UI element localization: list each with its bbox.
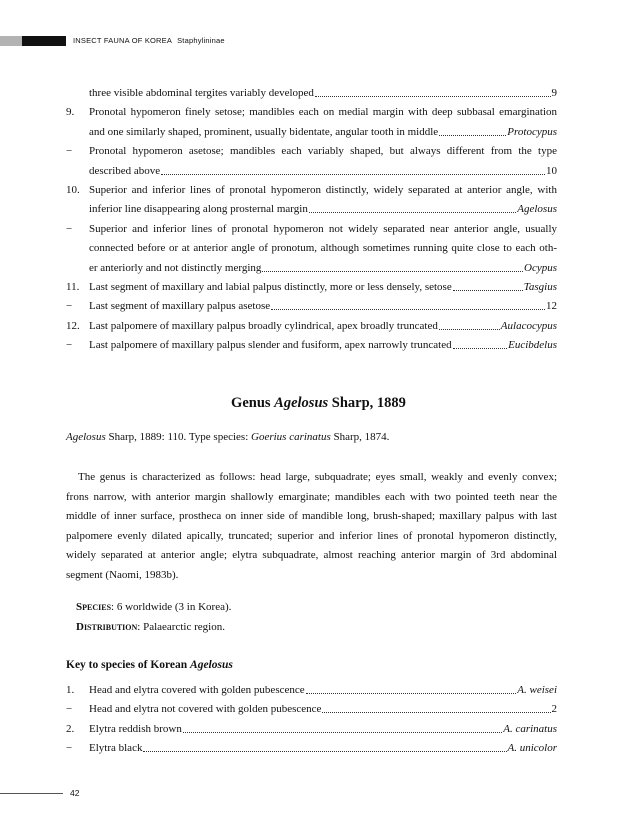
couplet-number: 1. <box>66 684 75 696</box>
couplet-number <box>66 86 89 101</box>
species-count: Species: 6 worldwide (3 in Korea). <box>76 601 232 613</box>
genus-description <box>66 468 557 585</box>
key-couplet-line <box>66 125 557 140</box>
key-couplet-line <box>66 144 557 159</box>
header-black-bar <box>22 36 66 46</box>
key-couplet-line <box>66 299 557 314</box>
key-couplet-line <box>66 261 557 276</box>
dot-leader <box>453 338 508 349</box>
description-line: segment (Naomi, 1983b). <box>66 568 179 581</box>
couplet-text: Superior and inferior lines of pronotal hypomeron distinctly, widely separated at anterior angle, with <box>89 184 557 196</box>
couplet-number: − <box>66 703 73 716</box>
dot-leader <box>183 722 502 733</box>
series-title: INSECT FAUNA OF KOREA <box>73 36 173 45</box>
couplet-result: A. carinatus <box>503 722 557 735</box>
couplet-text: Elytra black <box>89 741 143 754</box>
couplet-result: 10 <box>546 164 557 177</box>
key-couplet-line <box>66 722 557 737</box>
key-couplet-line <box>66 741 557 756</box>
description-line: frons narrow, with anterior margin shallowly emarginate; mandibles each with two pointed teeth near the <box>66 490 557 503</box>
description-line: widely separated at anterior angle; elytra subquadrate, almost reaching anterior margin of 3rd abdominal <box>66 549 557 561</box>
key-couplet-line <box>66 164 557 179</box>
genus-heading: Genus Agelosus Sharp, 1889 <box>231 395 406 411</box>
couplet-result: A. unicolor <box>507 741 557 754</box>
couplet-result: Tasgius <box>523 281 557 293</box>
couplet-result: Protocypus <box>507 125 557 138</box>
key-couplet-line <box>66 241 557 256</box>
running-header <box>73 36 225 46</box>
key-couplet-line <box>66 702 557 717</box>
couplet-number: 2. <box>66 722 75 735</box>
couplet-number: − <box>66 339 73 352</box>
key-couplet-line <box>66 222 557 237</box>
dot-leader <box>271 299 545 310</box>
couplet-text: connected before or at anterior angle of pronotum, although sometimes running quite close to each oth- <box>89 242 557 255</box>
couplet-text: er anteriorly and not distinctly merging <box>89 261 262 274</box>
distribution: Distribution: Palaearctic region. <box>76 621 225 633</box>
couplet-number: 11. <box>66 281 80 293</box>
couplet-text: described above <box>89 164 161 177</box>
dot-leader <box>439 125 506 136</box>
couplet-number: 12. <box>66 319 80 332</box>
couplet-number <box>66 164 89 179</box>
description-line: middle of inner surface, prostheca on inner side of mandible long, brush-shaped; maxillary palpus with last <box>66 510 557 522</box>
key-couplet-line <box>66 86 557 101</box>
couplet-result: Ocypus <box>524 261 557 274</box>
couplet-number: 10. <box>66 184 80 196</box>
couplet-text: Superior and inferior lines of pronotal hypomeron not widely separated near anterior angle, usually <box>89 222 557 235</box>
key-couplet-line <box>66 683 557 698</box>
dot-leader <box>262 261 523 272</box>
species-key-heading: Key to species of Korean Agelosus <box>66 659 233 671</box>
description-line: palpomere evenly dilated apically, truncated; superior and inferior lines of pronotal hypomeron distinctly, <box>66 529 557 542</box>
genus-synonymy: Agelosus Sharp, 1889: 110. Type species: Goerius carinatus Sharp, 1874. <box>66 431 390 443</box>
key-couplet-line <box>66 202 557 217</box>
dot-leader <box>315 86 551 97</box>
couplet-number <box>66 125 89 140</box>
couplet-result: Eucibdelus <box>508 339 557 352</box>
description-line: The genus is characterized as follows: head large, subquadrate; eyes small, weakly and evenly convex; <box>78 471 557 483</box>
couplet-text: Pronotal hypomeron asetose; mandibles each variably shaped, but always different from the type <box>89 145 557 158</box>
footer-rule <box>0 793 63 794</box>
couplet-number <box>66 261 89 276</box>
couplet-text: Last segment of maxillary and labial palpus distinctly, more or less densely, setose <box>89 281 452 293</box>
key-couplet-line <box>66 319 557 334</box>
dot-leader <box>453 280 523 291</box>
key-couplet-line <box>66 105 557 120</box>
couplet-result: Aulacocypus <box>500 319 557 332</box>
dot-leader <box>161 164 545 175</box>
section-title: Staphylininae <box>177 36 225 45</box>
couplet-result: 2 <box>551 703 557 716</box>
key-couplet-line <box>66 183 557 198</box>
key-couplet-line <box>66 280 557 295</box>
couplet-number: − <box>66 741 73 754</box>
couplet-text: Last palpomere of maxillary palpus slender and fusiform, apex narrowly truncated <box>89 339 452 352</box>
couplet-text: inferior line disappearing along prosternal margin <box>89 203 308 216</box>
couplet-number: − <box>66 300 73 313</box>
couplet-text: Head and elytra not covered with golden pubescence <box>89 703 322 716</box>
dot-leader <box>309 202 516 213</box>
dot-leader <box>143 741 506 752</box>
key-couplet-line <box>66 338 557 353</box>
couplet-text: Last palpomere of maxillary palpus broadly cylindrical, apex broadly truncated <box>89 319 438 332</box>
couplet-text: Pronotal hypomeron finely setose; mandibles each on medial margin with deep subbasal emargination <box>89 106 557 119</box>
dot-leader <box>306 683 517 694</box>
dot-leader <box>439 319 500 330</box>
couplet-result: 9 <box>551 87 557 99</box>
couplet-number: − <box>66 145 73 158</box>
couplet-text: Last segment of maxillary palpus asetose <box>89 300 271 313</box>
couplet-number: 9. <box>66 106 75 119</box>
dot-leader <box>322 702 550 713</box>
couplet-number: − <box>66 222 73 235</box>
couplet-result: 12 <box>546 300 557 313</box>
couplet-text: Elytra reddish brown <box>89 722 182 735</box>
couplet-number <box>66 241 89 256</box>
couplet-text: and one similarly shaped, prominent, usually bidentate, angular tooth in middle <box>89 125 439 138</box>
couplet-text: three visible abdominal tergites variably developed <box>89 87 314 99</box>
couplet-result: Agelosus <box>517 203 557 216</box>
couplet-number <box>66 202 89 217</box>
page-number: 42 <box>70 788 80 798</box>
couplet-result: A. weisei <box>517 684 557 696</box>
header-gray-bar <box>0 36 22 46</box>
couplet-text: Head and elytra covered with golden pubescence <box>89 684 305 696</box>
